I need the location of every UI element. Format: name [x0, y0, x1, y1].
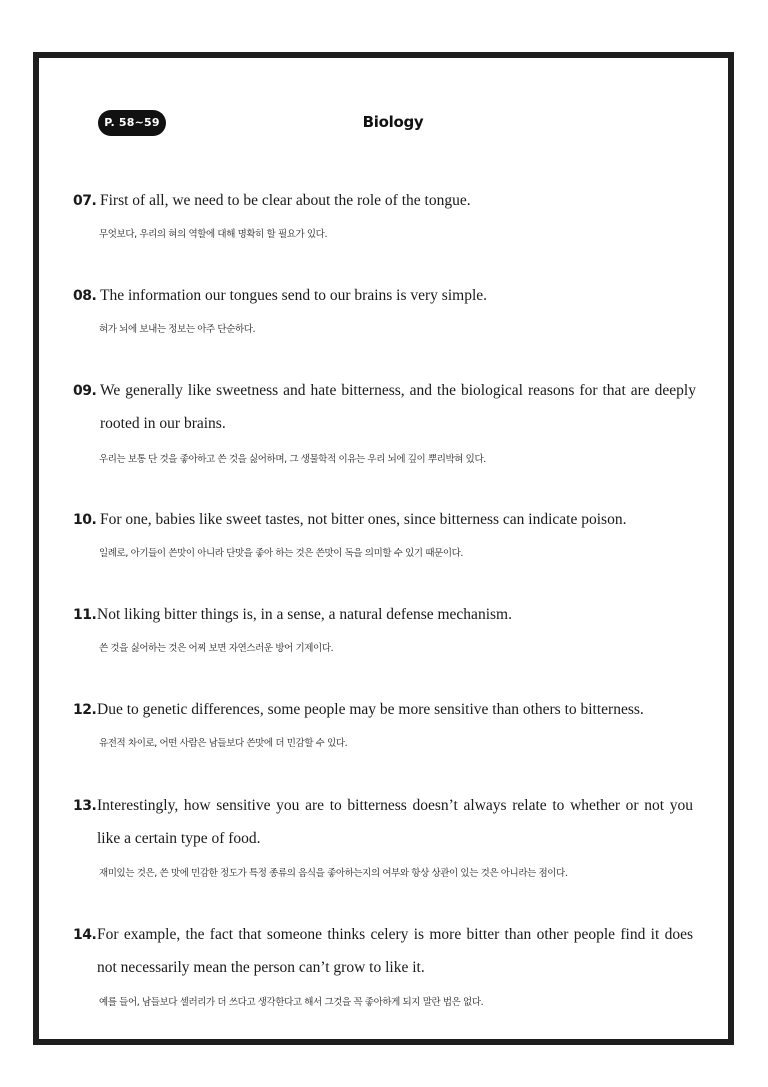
sentence-number: 12.	[73, 702, 97, 718]
english-sentence: We generally like sweetness and hate bitterness, and the biological reasons for that are deeply rooted in our brains.	[100, 382, 696, 432]
page-title: Biology	[362, 113, 424, 131]
english-sentence: For one, babies like sweet tastes, not bitter ones, since bitterness can indicate poison.	[100, 511, 627, 528]
sentence-number: 08.	[73, 288, 97, 304]
korean-translation: 쓴 것을 싫어하는 것은 어찌 보면 자연스러운 방어 기제이다.	[99, 643, 334, 654]
english-sentence: For example, the fact that someone thinks celery is more bitter than other people find it does not necessarily mean the person can’t grow to like it.	[97, 926, 693, 976]
english-sentence: Interestingly, how sensitive you are to bitterness doesn’t always relate to whether or not you like a certain type of food.	[97, 797, 693, 847]
english-sentence: First of all, we need to be clear about the role of the tongue.	[100, 192, 471, 209]
korean-translation: 예를 들어, 남들보다 셀러리가 더 쓰다고 생각한다고 해서 그것을 꼭 좋아하게 되지 말란 법은 없다.	[99, 997, 484, 1008]
sentence-number: 11.	[73, 607, 97, 623]
page-range-badge: P. 58~59	[98, 110, 166, 136]
sentence-number: 14.	[73, 927, 97, 943]
korean-translation: 유전적 차이로, 어떤 사람은 남들보다 쓴맛에 더 민감할 수 있다.	[99, 738, 348, 749]
korean-translation: 일례로, 아기들이 쓴맛이 아니라 단맛을 좋아 하는 것은 쓴맛이 독을 의미할 수 있기 때문이다.	[99, 548, 464, 559]
english-sentence: Not liking bitter things is, in a sense, a natural defense mechanism.	[97, 606, 512, 623]
sentence-number: 13.	[73, 798, 97, 814]
sentence-number: 07.	[73, 193, 97, 209]
english-sentence: Due to genetic differences, some people may be more sensitive than others to bitterness.	[97, 701, 644, 718]
korean-translation: 재미있는 것은, 쓴 맛에 민감한 정도가 특정 종류의 음식을 좋아하는지의 여부와 항상 상관이 있는 것은 아니라는 점이다.	[99, 868, 568, 879]
korean-translation: 혀가 뇌에 보내는 정보는 아주 단순하다.	[99, 324, 256, 335]
sentence-number: 09.	[73, 383, 97, 399]
english-sentence: The information our tongues send to our brains is very simple.	[100, 287, 488, 304]
sentence-number: 10.	[73, 512, 97, 528]
korean-translation: 무엇보다, 우리의 혀의 역할에 대해 명확히 할 필요가 있다.	[99, 229, 328, 240]
korean-translation: 우리는 보통 단 것을 좋아하고 쓴 것을 싫어하며, 그 생물학적 이유는 우리 뇌에 깊이 뿌리박혀 있다.	[99, 454, 486, 465]
